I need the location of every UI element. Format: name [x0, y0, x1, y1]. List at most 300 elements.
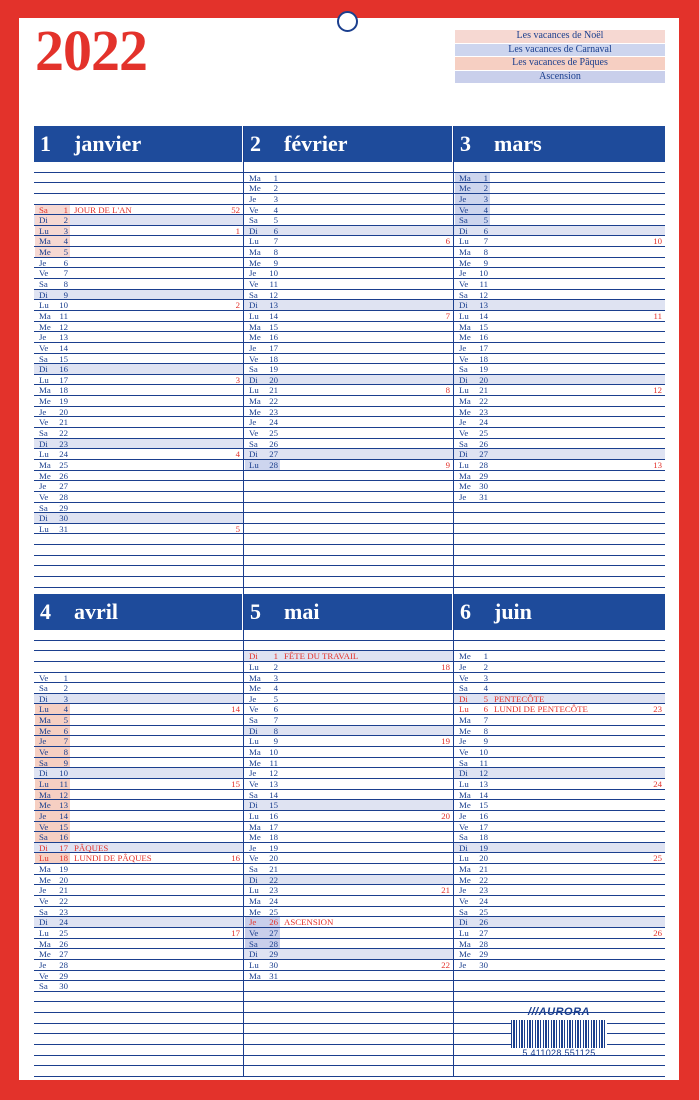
day-row — [454, 417, 665, 428]
day-row — [454, 885, 665, 896]
day-row — [34, 939, 243, 950]
weekday: Je — [39, 257, 47, 268]
day-row — [244, 790, 453, 801]
day-row — [244, 407, 453, 418]
weekday: Ve — [39, 491, 49, 502]
weekday: Di — [249, 651, 258, 662]
weekday: Me — [459, 800, 471, 811]
month-number: 6 — [460, 599, 471, 624]
day-number: 23 — [479, 406, 488, 417]
day-row — [34, 971, 243, 982]
weekday: Sa — [459, 683, 468, 694]
day-row — [244, 779, 453, 790]
day-row — [244, 960, 453, 971]
day-number: 21 — [479, 864, 488, 875]
day-row — [34, 896, 243, 907]
weekday: Sa — [249, 215, 258, 226]
day-row — [244, 875, 453, 886]
weekday: Sa — [459, 438, 468, 449]
day-row — [244, 673, 453, 684]
weekday: Me — [459, 183, 471, 194]
week-number: 11 — [653, 310, 662, 321]
weekday: Ve — [39, 417, 49, 428]
blank-row — [244, 630, 453, 641]
day-row — [454, 779, 665, 790]
weekday: Me — [39, 470, 51, 481]
weekday: Je — [39, 736, 47, 747]
weekday: Ma — [39, 715, 51, 726]
weekday: Me — [249, 683, 261, 694]
day-row — [454, 439, 665, 450]
blank-row — [244, 471, 453, 482]
week-number: 7 — [445, 310, 450, 321]
day-row — [244, 428, 453, 439]
day-row — [244, 290, 453, 301]
weekday: Ve — [249, 279, 259, 290]
blank-row — [244, 641, 453, 652]
blank-row — [244, 1013, 453, 1024]
day-row — [34, 673, 243, 684]
legend-carnaval: Les vacances de Carnaval — [455, 44, 665, 57]
day-number: 4 — [483, 204, 488, 215]
day-row — [244, 811, 453, 822]
day-row — [244, 758, 453, 769]
blank-row — [454, 577, 665, 588]
weekday: Je — [39, 885, 47, 896]
day-row — [454, 917, 665, 928]
weekday: Di — [39, 215, 48, 226]
day-row — [454, 822, 665, 833]
weekday: Sa — [459, 289, 468, 300]
blank-row — [34, 1066, 243, 1077]
day-row — [454, 853, 665, 864]
weekday: Je — [249, 842, 257, 853]
day-row — [244, 343, 453, 354]
day-row — [454, 939, 665, 950]
weekday: Lu — [249, 810, 259, 821]
weekday: Ma — [459, 789, 471, 800]
month-header — [244, 126, 453, 162]
day-row — [454, 907, 665, 918]
blank-row — [454, 162, 665, 173]
blank-row — [34, 1013, 243, 1024]
weekday: Me — [39, 396, 51, 407]
day-number: 12 — [59, 321, 68, 332]
day-row — [244, 460, 453, 471]
weekday: Me — [459, 651, 471, 662]
day-row — [244, 768, 453, 779]
weekday: Me — [459, 874, 471, 885]
weekday: Ve — [249, 704, 259, 715]
week-number: 1 — [235, 225, 240, 236]
day-number: 2 — [273, 183, 278, 194]
weekday: Me — [39, 874, 51, 885]
day-number: 26 — [479, 438, 488, 449]
weekday: Je — [249, 193, 257, 204]
weekday: Ve — [249, 853, 259, 864]
day-row — [454, 343, 665, 354]
weekday: Di — [39, 917, 48, 928]
month-number: 3 — [460, 131, 471, 156]
legend-paques: Les vacances de Pâques — [455, 57, 665, 70]
day-row — [244, 300, 453, 311]
day-row — [34, 258, 243, 269]
weekday: Lu — [39, 778, 49, 789]
blank-row — [454, 981, 665, 992]
blank-row — [244, 1066, 453, 1077]
weekday: Sa — [39, 906, 48, 917]
week-number: 23 — [653, 704, 662, 715]
day-number: 22 — [269, 874, 278, 885]
weekday: Lu — [39, 853, 49, 864]
weekday: Me — [459, 406, 471, 417]
day-number: 1 — [273, 651, 278, 662]
day-number: 22 — [59, 896, 68, 907]
weekday: Sa — [459, 906, 468, 917]
day-row — [34, 449, 243, 460]
day-number: 5 — [63, 247, 68, 258]
day-row — [34, 428, 243, 439]
day-row — [34, 960, 243, 971]
day-number: 5 — [63, 715, 68, 726]
day-row — [244, 375, 453, 386]
weekday: Je — [459, 342, 467, 353]
weekday: Ve — [249, 927, 259, 938]
day-number: 22 — [59, 428, 68, 439]
day-row — [454, 375, 665, 386]
weekday: Lu — [39, 927, 49, 938]
day-number: 3 — [63, 225, 68, 236]
day-number: 8 — [63, 279, 68, 290]
month-number: 2 — [250, 131, 261, 156]
day-number: 4 — [63, 704, 68, 715]
weekday: Ve — [459, 672, 469, 683]
weekday: Lu — [39, 225, 49, 236]
day-row — [34, 768, 243, 779]
day-number: 29 — [269, 949, 278, 960]
day-row — [454, 790, 665, 801]
day-number: 13 — [269, 778, 278, 789]
weekday: Ma — [249, 747, 261, 758]
day-number: 20 — [59, 874, 68, 885]
week-number: 5 — [235, 523, 240, 534]
day-number: 14 — [479, 310, 488, 321]
weekday: Ma — [39, 459, 51, 470]
day-number: 24 — [269, 417, 278, 428]
weekday: Sa — [459, 364, 468, 375]
day-number: 15 — [269, 321, 278, 332]
weekday: Di — [249, 374, 258, 385]
day-number: 10 — [269, 747, 278, 758]
weekday: Lu — [39, 523, 49, 534]
day-row — [244, 258, 453, 269]
day-row — [34, 524, 243, 535]
day-number: 19 — [269, 364, 278, 375]
weekday: Lu — [459, 385, 469, 396]
day-row — [244, 311, 453, 322]
day-number: 22 — [479, 874, 488, 885]
month-name: avril — [74, 599, 118, 624]
day-number: 4 — [483, 683, 488, 694]
day-row — [244, 822, 453, 833]
day-number: 18 — [269, 353, 278, 364]
day-row — [244, 747, 453, 758]
day-row — [244, 194, 453, 205]
weekday: Ma — [39, 385, 51, 396]
blank-row — [454, 641, 665, 652]
blank-row — [34, 566, 243, 577]
month-name: mai — [284, 599, 320, 624]
day-number: 11 — [479, 757, 488, 768]
month-fevrier — [244, 126, 454, 609]
weekday: Ve — [39, 672, 49, 683]
day-number: 17 — [59, 842, 68, 853]
week-number: 6 — [445, 236, 450, 247]
weekday: Ve — [249, 204, 259, 215]
weekday: Me — [459, 949, 471, 960]
day-number: 1 — [483, 651, 488, 662]
day-row — [34, 949, 243, 960]
day-row — [244, 364, 453, 375]
week-number: 26 — [653, 927, 662, 938]
day-number: 10 — [479, 747, 488, 758]
day-number: 14 — [269, 789, 278, 800]
day-number: 10 — [269, 268, 278, 279]
day-number: 21 — [59, 417, 68, 428]
day-row — [34, 439, 243, 450]
day-row — [34, 247, 243, 258]
weekday: Sa — [39, 353, 48, 364]
month-name: mars — [494, 131, 542, 156]
blank-row — [34, 173, 243, 184]
day-row — [454, 322, 665, 333]
day-row — [244, 949, 453, 960]
day-row — [454, 205, 665, 216]
day-number: 4 — [273, 683, 278, 694]
day-number: 14 — [59, 342, 68, 353]
day-number: 23 — [479, 885, 488, 896]
day-row — [34, 300, 243, 311]
day-number: 23 — [269, 406, 278, 417]
month-janvier — [34, 126, 244, 609]
weekday: Me — [249, 832, 261, 843]
day-number: 7 — [273, 715, 278, 726]
day-number: 5 — [273, 215, 278, 226]
day-number: 23 — [59, 906, 68, 917]
weekday: Me — [249, 406, 261, 417]
day-number: 27 — [479, 449, 488, 460]
blank-row — [34, 556, 243, 567]
day-number: 7 — [483, 236, 488, 247]
day-row — [244, 662, 453, 673]
weekday: Me — [39, 725, 51, 736]
blank-row — [34, 534, 243, 545]
weekday: Me — [249, 332, 261, 343]
day-row — [454, 736, 665, 747]
day-row — [454, 800, 665, 811]
weekday: Sa — [39, 683, 48, 694]
day-number: 15 — [59, 821, 68, 832]
day-number: 29 — [59, 502, 68, 513]
day-number: 3 — [273, 672, 278, 683]
day-row — [244, 322, 453, 333]
day-number: 29 — [479, 949, 488, 960]
day-row — [34, 375, 243, 386]
weekday: Je — [39, 481, 47, 492]
blank-row — [454, 630, 665, 641]
weekday: Me — [39, 949, 51, 960]
day-row — [454, 747, 665, 758]
weekday: Di — [459, 768, 468, 779]
day-row — [244, 332, 453, 343]
weekday: Me — [249, 183, 261, 194]
weekday: Lu — [249, 385, 259, 396]
day-number: 15 — [269, 800, 278, 811]
month-avril — [34, 594, 244, 1077]
weekday: Je — [39, 810, 47, 821]
day-number: 26 — [59, 470, 68, 481]
weekday: Di — [459, 842, 468, 853]
day-row — [244, 736, 453, 747]
day-number: 11 — [59, 310, 68, 321]
blank-row — [34, 1002, 243, 1013]
day-row — [454, 694, 665, 705]
day-row — [34, 843, 243, 854]
vacation-legend — [455, 30, 665, 84]
blank-row — [454, 513, 665, 524]
weekday: Ma — [39, 864, 51, 875]
day-row — [454, 194, 665, 205]
day-number: 30 — [269, 959, 278, 970]
day-row — [34, 513, 243, 524]
day-row — [244, 183, 453, 194]
day-number: 12 — [269, 289, 278, 300]
weekday: Ma — [459, 715, 471, 726]
day-row — [34, 481, 243, 492]
weekday: Je — [459, 885, 467, 896]
weekday: Di — [39, 842, 48, 853]
day-row — [34, 800, 243, 811]
blank-row — [244, 503, 453, 514]
week-number: 3 — [235, 374, 240, 385]
day-number: 4 — [63, 236, 68, 247]
day-number: 16 — [479, 810, 488, 821]
day-row — [34, 779, 243, 790]
blank-row — [34, 162, 243, 173]
day-number: 24 — [479, 896, 488, 907]
month-mai — [244, 594, 454, 1077]
day-number: 29 — [479, 470, 488, 481]
day-number: 14 — [269, 310, 278, 321]
weekday: Ma — [459, 938, 471, 949]
weekday: Ma — [249, 672, 261, 683]
weekday: Lu — [39, 374, 49, 385]
week-number: 12 — [653, 385, 662, 396]
day-row — [454, 173, 665, 184]
day-number: 24 — [59, 917, 68, 928]
brand-block — [509, 1006, 609, 1058]
blank-row — [454, 534, 665, 545]
day-number: 10 — [59, 768, 68, 779]
weekday: Je — [39, 959, 47, 970]
blank-row — [454, 1066, 665, 1077]
holiday-label: PÂQUES — [74, 842, 109, 853]
day-row — [244, 279, 453, 290]
weekday: Di — [459, 374, 468, 385]
week-number: 8 — [445, 385, 450, 396]
weekday: Ve — [39, 970, 49, 981]
day-row — [454, 673, 665, 684]
day-row — [454, 715, 665, 726]
day-row — [244, 939, 453, 950]
month-name: janvier — [74, 131, 142, 156]
day-number: 28 — [479, 938, 488, 949]
day-number: 22 — [269, 396, 278, 407]
holiday-label: LUNDI DE PENTECÔTE — [494, 704, 588, 715]
day-number: 21 — [269, 864, 278, 875]
day-row — [244, 439, 453, 450]
month-number: 5 — [250, 599, 261, 624]
legend-noel: Les vacances de Noël — [455, 30, 665, 43]
brand-logo: ///AURORA — [528, 1006, 590, 1018]
blank-row — [244, 981, 453, 992]
day-row — [34, 364, 243, 375]
day-number: 16 — [59, 364, 68, 375]
day-number: 17 — [59, 374, 68, 385]
day-number: 23 — [269, 885, 278, 896]
weekday: Ve — [459, 896, 469, 907]
weekday: Lu — [249, 885, 259, 896]
blank-row — [34, 194, 243, 205]
day-number: 25 — [479, 906, 488, 917]
day-row — [454, 949, 665, 960]
day-row — [34, 236, 243, 247]
blank-row — [244, 577, 453, 588]
day-number: 25 — [269, 906, 278, 917]
blank-row — [244, 1024, 453, 1035]
day-row — [34, 715, 243, 726]
weekday: Sa — [39, 832, 48, 843]
day-row — [454, 683, 665, 694]
weekday: Lu — [459, 236, 469, 247]
day-number: 30 — [479, 481, 488, 492]
weekday: Sa — [39, 757, 48, 768]
day-row — [244, 971, 453, 982]
day-row — [454, 471, 665, 482]
weekday: Di — [249, 725, 258, 736]
weekday: Ma — [459, 396, 471, 407]
weekday: Sa — [39, 279, 48, 290]
month-header — [454, 594, 665, 630]
weekday: Di — [459, 693, 468, 704]
week-number: 25 — [653, 853, 662, 864]
day-row — [34, 790, 243, 801]
day-number: 5 — [483, 693, 488, 704]
day-number: 28 — [59, 959, 68, 970]
day-number: 17 — [269, 342, 278, 353]
weekday: Me — [459, 332, 471, 343]
blank-row — [34, 1024, 243, 1035]
day-row — [454, 460, 665, 471]
blank-row — [244, 556, 453, 567]
day-number: 11 — [479, 279, 488, 290]
day-row — [34, 704, 243, 715]
day-row — [454, 183, 665, 194]
blank-row — [244, 545, 453, 556]
day-number: 31 — [59, 523, 68, 534]
day-number: 11 — [59, 778, 68, 789]
day-row — [454, 300, 665, 311]
